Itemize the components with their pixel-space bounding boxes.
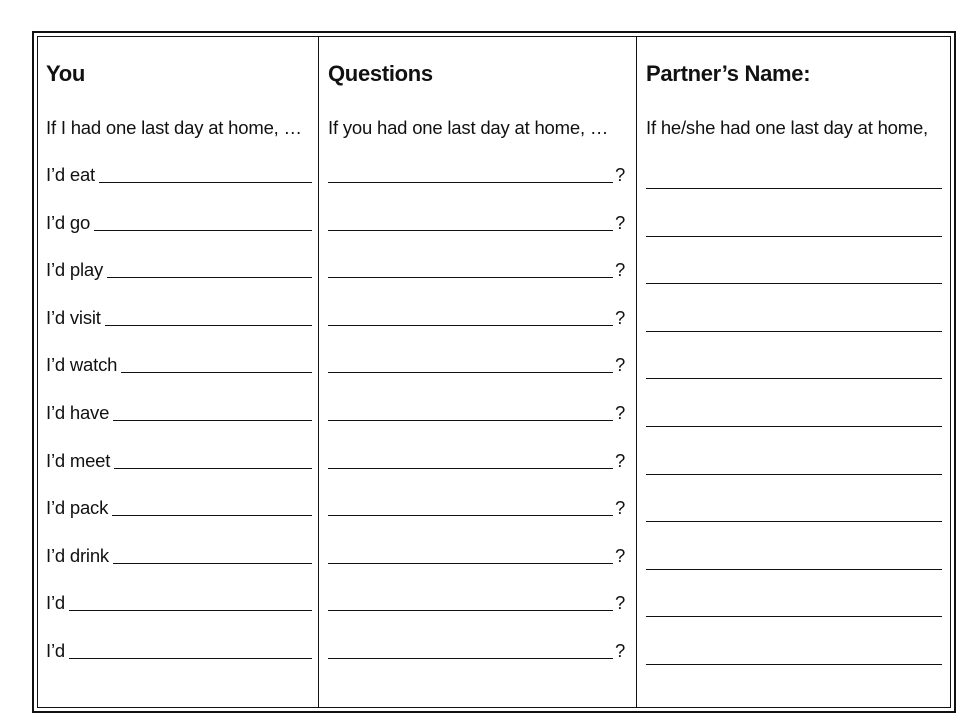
question-blank[interactable] — [328, 277, 613, 278]
row-label: I’d have — [46, 402, 110, 423]
question-blank[interactable] — [328, 468, 613, 469]
column-subheader-partner: If he/she had one last day at home, — [646, 117, 928, 138]
column-subheader-you: If I had one last day at home, … — [46, 117, 302, 138]
row-label: I’d visit — [46, 306, 101, 328]
question-row — [328, 298, 628, 328]
partner-row — [646, 351, 942, 381]
answer-blank[interactable] — [107, 277, 312, 278]
answer-row — [46, 250, 312, 280]
question-blank[interactable] — [328, 372, 613, 373]
partner-row — [646, 399, 942, 429]
row-label: I’d go — [46, 211, 91, 233]
answer-row — [46, 441, 312, 471]
answer-row — [46, 155, 312, 185]
partner-row — [646, 304, 942, 334]
question-row — [328, 441, 628, 471]
partner-row — [646, 494, 942, 524]
question-mark: ? — [615, 497, 626, 519]
answer-row — [46, 583, 312, 613]
question-mark: ? — [615, 449, 626, 471]
row-label: I’d meet — [46, 449, 111, 471]
partner-row — [646, 542, 942, 572]
question-row — [328, 345, 628, 375]
question-row — [328, 203, 628, 233]
question-row — [328, 583, 628, 613]
answer-blank[interactable] — [105, 325, 312, 326]
answer-row — [46, 536, 312, 566]
answer-blank[interactable] — [94, 230, 312, 231]
question-blank[interactable] — [328, 563, 613, 564]
answer-row — [46, 298, 312, 328]
question-blank[interactable] — [328, 325, 613, 326]
partner-answer-blank[interactable] — [646, 188, 942, 189]
answer-row — [46, 393, 312, 423]
answer-blank[interactable] — [113, 563, 312, 564]
answer-row — [46, 203, 312, 233]
answer-blank[interactable] — [99, 182, 312, 183]
column-header-questions: Questions — [328, 61, 433, 86]
question-mark: ? — [615, 640, 626, 661]
partner-row — [646, 637, 942, 667]
answer-blank[interactable] — [114, 468, 312, 469]
answer-blank[interactable] — [69, 658, 312, 659]
row-label: I’d drink — [46, 544, 109, 566]
row-label: I’d watch — [46, 354, 118, 376]
question-row — [328, 488, 628, 518]
question-blank[interactable] — [328, 182, 613, 183]
partner-answer-blank[interactable] — [646, 474, 942, 475]
worksheet-table — [37, 36, 951, 708]
answer-row — [46, 631, 312, 661]
worksheet — [32, 31, 956, 713]
partner-answer-blank[interactable] — [646, 236, 942, 237]
partner-answer-blank[interactable] — [646, 426, 942, 427]
partner-answer-blank[interactable] — [646, 521, 942, 522]
question-mark: ? — [615, 592, 626, 614]
question-blank[interactable] — [328, 230, 613, 231]
partner-row — [646, 589, 942, 619]
question-blank[interactable] — [328, 420, 613, 421]
question-row — [328, 631, 628, 661]
answer-blank[interactable] — [113, 420, 312, 421]
question-mark: ? — [615, 306, 626, 328]
row-label: I’d pack — [46, 497, 109, 519]
question-row — [328, 250, 628, 280]
partner-answer-blank[interactable] — [646, 616, 942, 617]
answer-row — [46, 488, 312, 518]
row-label: I’d — [46, 592, 65, 614]
answer-blank[interactable] — [112, 515, 312, 516]
question-row — [328, 393, 628, 423]
column-divider — [636, 37, 637, 707]
question-mark: ? — [615, 259, 626, 281]
partner-row — [646, 256, 942, 286]
question-mark: ? — [615, 402, 626, 423]
answer-blank[interactable] — [121, 372, 312, 373]
partner-answer-blank[interactable] — [646, 283, 942, 284]
question-mark: ? — [615, 544, 626, 566]
question-mark: ? — [615, 164, 626, 185]
column-header-partner: Partner’s Name: — [646, 61, 811, 86]
partner-row — [646, 161, 942, 191]
partner-answer-blank[interactable] — [646, 331, 942, 332]
partner-row — [646, 209, 942, 239]
answer-blank[interactable] — [69, 610, 312, 611]
question-mark: ? — [615, 354, 626, 376]
column-divider — [318, 37, 319, 707]
question-blank[interactable] — [328, 658, 613, 659]
row-label: I’d play — [46, 259, 104, 281]
partner-answer-blank[interactable] — [646, 378, 942, 379]
question-row — [328, 536, 628, 566]
row-label: I’d — [46, 640, 65, 661]
column-subheader-questions: If you had one last day at home, … — [328, 117, 609, 138]
question-row — [328, 155, 628, 185]
column-header-you: You — [46, 61, 86, 86]
partner-row — [646, 447, 942, 477]
question-mark: ? — [615, 211, 626, 233]
partner-answer-blank[interactable] — [646, 569, 942, 570]
question-blank[interactable] — [328, 610, 613, 611]
partner-answer-blank[interactable] — [646, 664, 942, 665]
answer-row — [46, 345, 312, 375]
row-label: I’d eat — [46, 164, 95, 185]
question-blank[interactable] — [328, 515, 613, 516]
